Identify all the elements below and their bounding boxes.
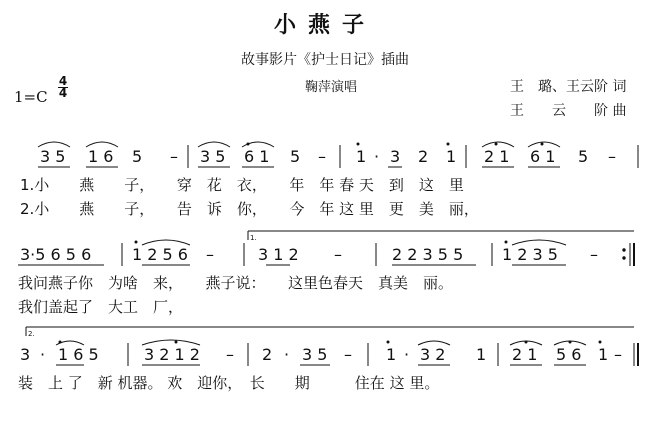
note-group: 2 2 3 5 5 — [392, 245, 464, 264]
note-group: 6 1 — [244, 147, 270, 166]
note: 1 — [386, 345, 397, 364]
lyric-verse-1: 1.小 燕 子， 穿 花 衣， 年 年 春 天 到 这 里 — [20, 176, 464, 194]
dot: · — [284, 345, 290, 364]
composer-credit: 王 云 阶 曲 — [510, 103, 627, 119]
note-group: 3 2 1 2 — [144, 345, 200, 364]
lyrics-line-2 — [18, 274, 453, 316]
dot: · — [404, 345, 410, 364]
rest-dash: – — [226, 345, 234, 364]
note: 1 — [598, 345, 609, 364]
rest-dash: – — [318, 147, 326, 166]
note-group: 3·5 6 5 6 — [20, 245, 92, 264]
volta-label-2: 2. — [28, 330, 35, 338]
note-group: 2 1 — [484, 147, 510, 166]
notation-line-3 — [20, 345, 622, 364]
note: 3 — [390, 147, 401, 166]
rest-dash: – — [590, 245, 598, 264]
note-group: 3 5 — [200, 147, 226, 166]
note-group: 5 6 — [556, 345, 582, 364]
note-group: 2 1 — [512, 345, 538, 364]
note-group: 1 2 3 5 — [502, 245, 558, 264]
notation-line-2 — [20, 245, 598, 264]
rest-dash: – — [614, 345, 622, 364]
note-group: 3 1 2 — [258, 245, 299, 264]
notation-line-1 — [40, 147, 616, 166]
song-title: 小燕子 — [273, 13, 376, 38]
lyric-verse-1: 我问燕子你 为啥 来， 燕子说： 这里色春天 真美 丽。 — [18, 274, 454, 292]
note: 5 — [578, 147, 589, 166]
note-group: 3 5 — [40, 147, 66, 166]
lyric-verse-2: 2.小 燕 子， 告 诉 你， 今 年 这 里 更 美 丽， — [20, 200, 479, 218]
note-group: 1 6 5 — [58, 345, 99, 364]
time-signature-bottom: 4 — [58, 86, 68, 100]
lyric-verse-2: 我们盖起了 大工 厂， — [18, 298, 184, 316]
volta-label-1: 1. — [250, 234, 257, 242]
note-group: 1 2 5 6 — [132, 245, 188, 264]
note: 1 — [476, 345, 487, 364]
dot: · — [40, 345, 46, 364]
song-subtitle: 故事影片《护士日记》插曲 — [241, 52, 409, 68]
dot: · — [374, 147, 380, 166]
singer-credit: 鞠萍演唱 — [305, 80, 358, 95]
rest-dash: – — [206, 245, 214, 264]
rest-dash: – — [344, 345, 352, 364]
note-group: 3 2 — [420, 345, 446, 364]
lyrics-line-1 — [20, 176, 479, 218]
rest-dash: – — [334, 245, 342, 264]
volta-bracket-1 — [248, 231, 634, 240]
note-group: 6 1 — [530, 147, 556, 166]
note: 5 — [132, 147, 143, 166]
note: 3 — [20, 345, 31, 364]
note: 5 — [290, 147, 301, 166]
lyricist-credit: 王 璐、王云阶 词 — [510, 79, 627, 95]
key-signature: 1=C — [14, 88, 48, 106]
note-group: 3 5 — [302, 345, 328, 364]
rest-dash: – — [608, 147, 616, 166]
rest-dash: – — [170, 147, 178, 166]
note: 1 — [446, 147, 457, 166]
volta-bracket-2 — [26, 327, 634, 336]
note: 1 — [356, 147, 367, 166]
lyric-verse-2: 装 上 了 新 机器。 欢 迎你， 长 期 住在 这 里。 — [18, 374, 440, 392]
note: 2 — [262, 345, 273, 364]
time-signature-top: 4 — [58, 74, 68, 88]
note: 2 — [418, 147, 429, 166]
note-group: 1 6 — [88, 147, 114, 166]
lyrics-line-3 — [18, 374, 439, 392]
